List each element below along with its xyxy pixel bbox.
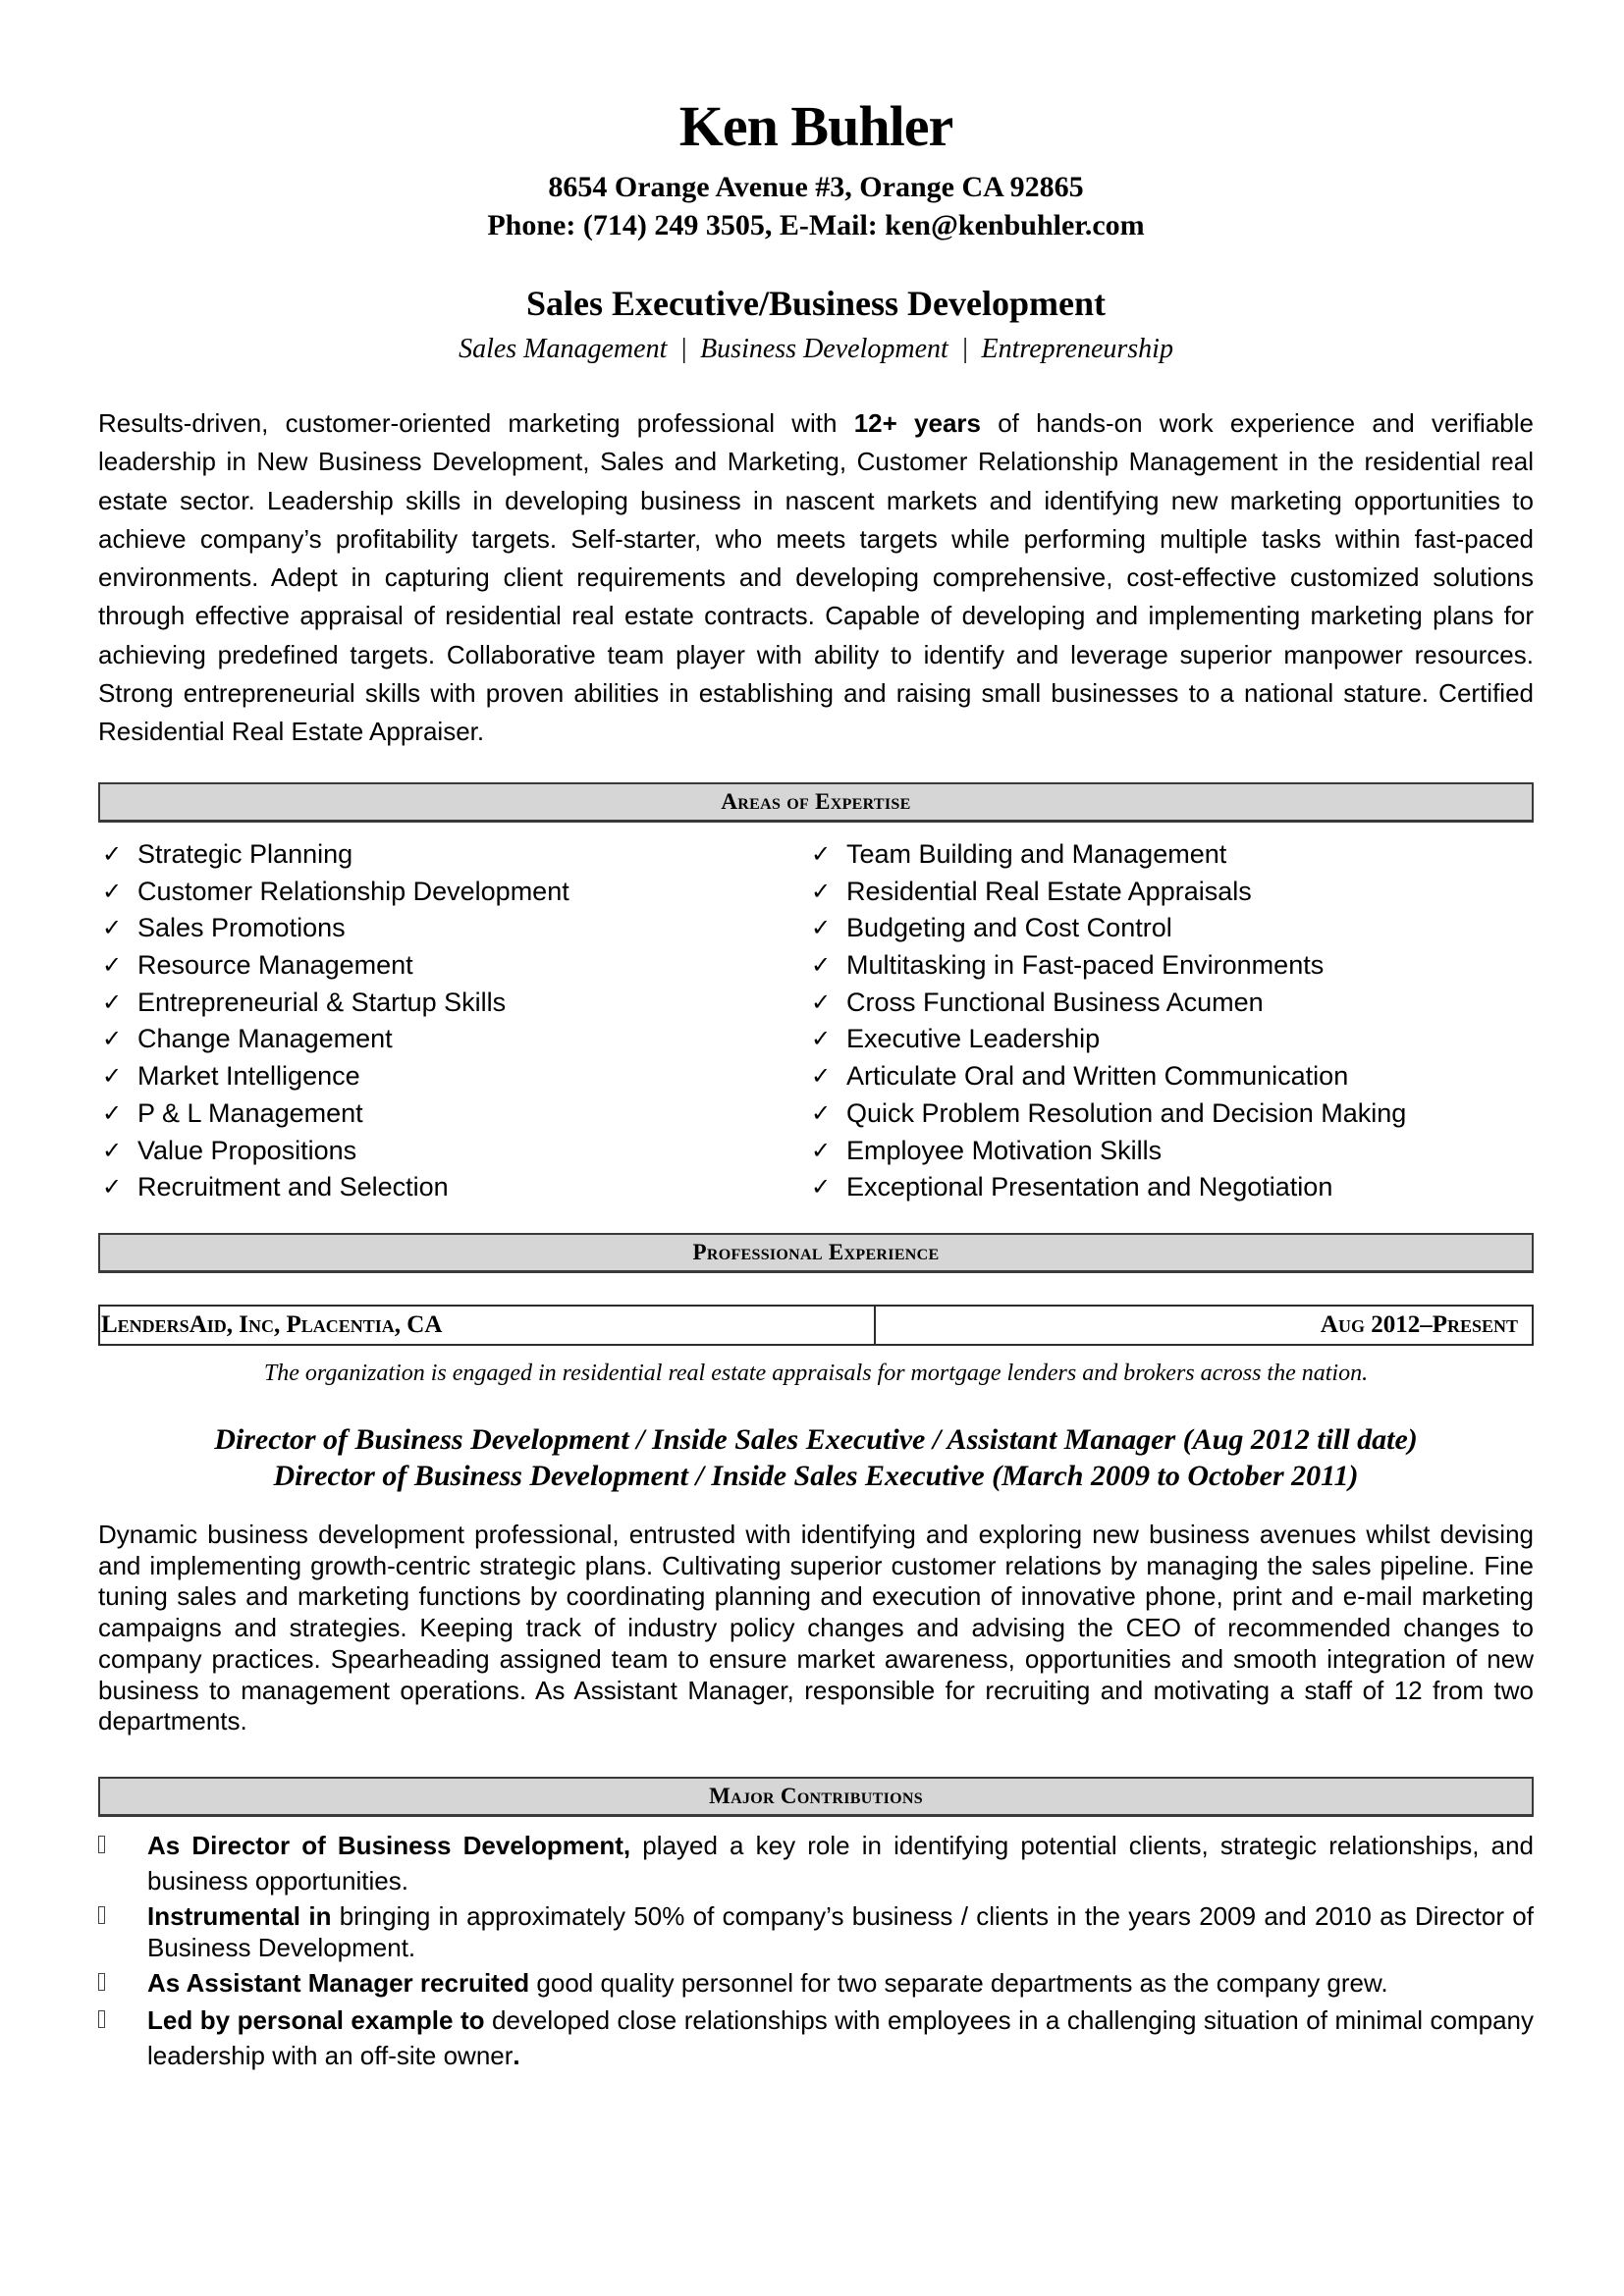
checkmark-icon: ✓ [102, 1137, 123, 1164]
checkmark-icon: ✓ [811, 1026, 832, 1053]
checkmark-icon: ✓ [102, 1026, 123, 1053]
checkmark-icon: ✓ [811, 1063, 832, 1091]
checkmark-icon: ✓ [102, 1063, 123, 1091]
contribution-lead: Led by personal example to [147, 2005, 485, 2035]
expertise-item [811, 910, 1406, 947]
checkmark-icon: ✓ [102, 841, 123, 868]
contribution-text: good quality personnel for two separate departments as the company grew. [529, 1968, 1388, 1998]
checkmark-icon: ✓ [102, 952, 123, 980]
expertise-label: Team Building and Management [846, 839, 1227, 869]
expertise-item [102, 985, 569, 1022]
expertise-item [102, 1095, 569, 1133]
contribution-lead: Instrumental in [147, 1901, 332, 1931]
checkmark-icon: ✓ [811, 878, 832, 905]
checkmark-icon: ✓ [102, 988, 123, 1016]
expertise-item [811, 836, 1406, 874]
expertise-column-right [811, 836, 1406, 1206]
expertise-label: Employee Motivation Skills [846, 1135, 1163, 1165]
bullet-box-icon [98, 1965, 112, 2001]
checkmark-icon: ✓ [811, 988, 832, 1016]
expertise-item [811, 1021, 1406, 1058]
employer-row [98, 1305, 1534, 1346]
contribution-lead: As Director of Business Development, [147, 1831, 631, 1860]
expertise-label: Budgeting and Cost Control [846, 913, 1172, 943]
contribution-item [98, 2002, 1534, 2073]
expertise-item [102, 874, 569, 911]
expertise-label: Exceptional Presentation and Negotiation [846, 1172, 1333, 1202]
headline: Sales Executive/Business Development [526, 284, 1106, 323]
section-header-expertise: Areas of Expertise [98, 782, 1534, 823]
employment-dates: Aug 2012–Present [1320, 1311, 1518, 1338]
contribution-item [98, 1900, 1534, 1963]
summary-text: of hands-on work experience and verifiable leadership in New Business Development, Sales and Marketing, Customer Relationship Management in the residential real estate sector. Leadership skills in developing business in nascent markets and identifying new marketing opportunities to achieve company’s profitability targets. Self-starter, who meets targets while performing multiple tasks within fast-paced environments. Adept in capturing client requirements and developing comprehensive, cost-effective customized solutions through effective appraisal of residential real estate contracts. Capable of developing and implementing marketing plans for achieving predefined targets. Collaborative team player with ability to identify and leverage superior manpower resources. Strong entrepreneurial skills with proven abilities in establishing and raising small businesses to a national stature. Certified Residential Real Estate Appraiser. [98, 408, 1534, 747]
expertise-label: Articulate Oral and Written Communication [846, 1061, 1349, 1092]
tagline-separator: | [679, 334, 688, 364]
expertise-item [811, 947, 1406, 985]
expertise-item [102, 1169, 569, 1206]
contribution-item [98, 1965, 1534, 2001]
section-header-contributions: Major Contributions [98, 1777, 1534, 1817]
section-header-experience: Professional Experience [98, 1233, 1534, 1273]
contribution-trail: . [513, 2041, 520, 2070]
checkmark-icon: ✓ [102, 915, 123, 942]
expertise-item [811, 1133, 1406, 1170]
checkmark-icon: ✓ [811, 1174, 832, 1201]
address: 8654 Orange Avenue #3, Orange CA 92865 [548, 171, 1084, 203]
checkmark-icon: ✓ [811, 1099, 832, 1127]
expertise-label: Resource Management [137, 950, 413, 981]
expertise-label: Value Propositions [137, 1135, 357, 1165]
expertise-label: Change Management [137, 1024, 393, 1054]
bullet-box-icon [98, 1900, 112, 1932]
expertise-label: Quick Problem Resolution and Decision Making [846, 1097, 1407, 1128]
checkmark-icon: ✓ [102, 1099, 123, 1127]
checkmark-icon: ✓ [811, 952, 832, 980]
expertise-item [811, 985, 1406, 1022]
expertise-label: Executive Leadership [846, 1024, 1101, 1054]
expertise-item [102, 947, 569, 985]
expertise-item [102, 910, 569, 947]
expertise-label: Recruitment and Selection [137, 1172, 449, 1202]
role-title: Director of Business Development / Inside Sales Executive / Assistant Manager (Aug 2012 till date) [214, 1423, 1418, 1456]
contribution-text: bringing in approximately 50% of company’s business / clients in the years 2009 and 2010 as Director of Business Development. [147, 1901, 1534, 1962]
expertise-label: Cross Functional Business Acumen [846, 987, 1264, 1017]
contribution-text: played a key role in identifying potential clients, strategic relationships, and business opportunities. [147, 1831, 1534, 1896]
tagline-item: Sales Management [459, 334, 668, 364]
contributions-list [98, 1828, 1534, 2075]
expertise-item [811, 874, 1406, 911]
tagline [98, 336, 1534, 363]
checkmark-icon: ✓ [811, 1137, 832, 1164]
expertise-column-left [102, 836, 569, 1206]
role-title: Director of Business Development / Inside Sales Executive (March 2009 to October 2011) [273, 1460, 1359, 1492]
expertise-label: Sales Promotions [137, 913, 346, 943]
checkmark-icon: ✓ [102, 878, 123, 905]
expertise-label: Strategic Planning [137, 839, 353, 869]
summary-highlight: 12+ years [853, 408, 981, 438]
tagline-item: Business Development [700, 334, 948, 364]
checkmark-icon: ✓ [811, 841, 832, 868]
expertise-item [811, 1058, 1406, 1095]
role-titles [98, 1421, 1534, 1494]
expertise-item [811, 1169, 1406, 1206]
tagline-item: Entrepreneurship [981, 334, 1173, 364]
professional-summary [98, 404, 1534, 752]
contribution-lead: As Assistant Manager recruited [147, 1968, 530, 1998]
expertise-item [102, 1058, 569, 1095]
expertise-item [102, 836, 569, 874]
candidate-name: Ken Buhler [678, 94, 953, 158]
organization-description: The organization is engaged in residential real estate appraisals for mortgage lenders and brokers across the nation. [263, 1361, 1369, 1386]
contribution-text: developed close relationships with employees in a challenging situation of minimal company leadership with an off-site owner [147, 2005, 1535, 2070]
expertise-label: Entrepreneurial & Startup Skills [137, 987, 507, 1017]
bullet-box-icon [98, 1828, 112, 1863]
expertise-label: Market Intelligence [137, 1061, 360, 1092]
tagline-separator: | [960, 334, 969, 364]
expertise-label: Customer Relationship Development [137, 876, 569, 906]
company-name: LendersAid, Inc, Placentia, CA [100, 1307, 876, 1344]
checkmark-icon: ✓ [102, 1174, 123, 1201]
expertise-item [811, 1095, 1406, 1133]
expertise-item [102, 1021, 569, 1058]
summary-text: Results-driven, customer-oriented marketing professional with [98, 408, 854, 438]
expertise-label: P & L Management [137, 1097, 363, 1128]
bullet-box-icon [98, 2002, 112, 2038]
phone-email: Phone: (714) 249 3505, E-Mail: ken@kenbuhler.com [487, 209, 1145, 241]
expertise-list [98, 836, 1534, 1209]
role-description: Dynamic business development professional, entrusted with identifying and exploring new business avenues whilst devising and implementing growth-centric strategic plans. Cultivating superior customer relations by managing the sales pipeline. Fine tuning sales and marketing functions by coordinating planning and execution of innovative phone, print and e-mail marketing campaigns and strategies. Keeping track of industry policy changes and advising the CEO of recommended changes to company practices. Spearheading assigned team to ensure market awareness, opportunities and smooth integration of new business to management operations. As Assistant Manager, responsible for recruiting and motivating a staff of 12 from two departments. [98, 1520, 1534, 1736]
expertise-item [102, 1133, 569, 1170]
expertise-label: Residential Real Estate Appraisals [846, 876, 1252, 906]
expertise-label: Multitasking in Fast-paced Environments [846, 950, 1325, 981]
checkmark-icon: ✓ [811, 915, 832, 942]
contribution-item [98, 1828, 1534, 1898]
